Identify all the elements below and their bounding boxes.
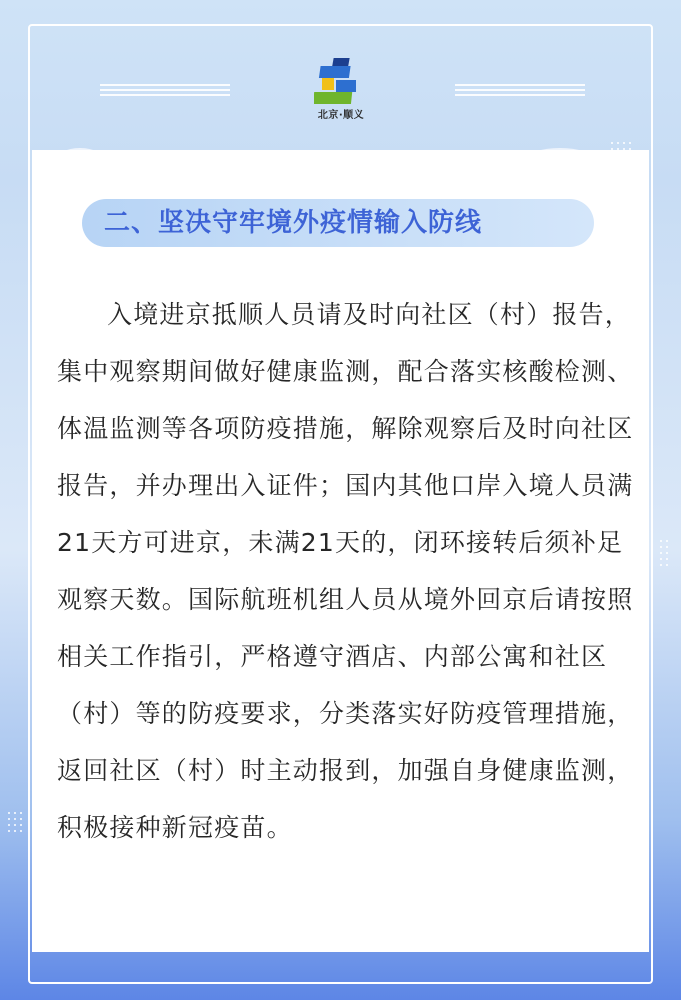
section-title: 二、坚决守牢境外疫情输入防线 <box>104 208 483 238</box>
decor-dots-right-lower <box>660 540 668 566</box>
logo-caption: 北京·顺义 <box>317 110 365 121</box>
notice-paragraph: 入境进京抵顺人员请及时向社区（村）报告，集中观察期间做好健康监测，配合落实核酸检测、体温监测等各项防疫措施，解除观察后及时向社区报告，并办理出入证件；国内其他口岸入境人员满21天方可进京，未满21天的，闭环接转后须补足观察天数。国际航班机组人员从境外回京后请按照相关工作指引，严格遵守酒店、内部公寓和社区（村）等的防疫要求，分类落实好防疫管理措施，返回社区（村）时主动报到，加强自身健康监测，积极接种新冠疫苗。 <box>57 300 634 842</box>
notice-body <box>57 286 635 856</box>
header-decor-lines-left <box>100 84 230 98</box>
header-decor-lines-right <box>455 84 585 98</box>
decor-dots-left <box>8 812 22 832</box>
